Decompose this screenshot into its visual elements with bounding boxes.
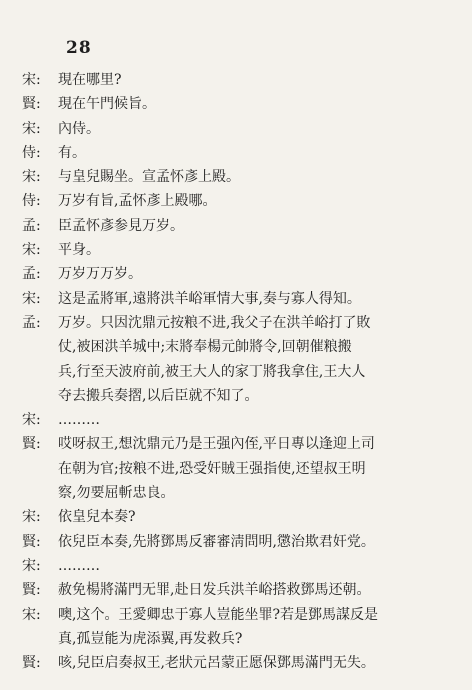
speech-text: 在朝为官;按粮不进,恐受奸賊王强指使,还望叔王明 <box>58 460 366 477</box>
speaker-label: 賢: <box>22 436 41 453</box>
dialogue-line <box>22 651 452 675</box>
speech-text: 与皇兒賜坐。宣孟怀彥上殿。 <box>58 169 240 186</box>
speaker-label: 侍: <box>22 193 41 210</box>
speaker-label: 賢: <box>22 582 41 599</box>
dialogue-line <box>22 408 452 432</box>
speech-text: 有。 <box>58 144 86 161</box>
dialogue-line <box>22 432 452 456</box>
dialogue-line <box>22 335 452 359</box>
speech-text: 万岁万万岁。 <box>58 266 142 283</box>
dialogue-line <box>22 117 452 141</box>
dialogue-line <box>22 554 452 578</box>
dialogue-line <box>22 92 452 116</box>
speech-text: ……… <box>58 412 100 429</box>
speech-text: 臣孟怀彥参見万岁。 <box>58 217 184 234</box>
speaker-label: 宋: <box>22 509 41 526</box>
dialogue-line <box>22 238 452 262</box>
speech-text: 現在午門候旨。 <box>58 96 156 113</box>
speaker-label: 孟: <box>22 314 41 331</box>
dialogue-line <box>22 530 452 554</box>
speaker-label: 宋: <box>22 72 41 88</box>
dialogue-line <box>22 214 452 238</box>
speaker-label: 孟: <box>22 217 41 234</box>
script-body <box>22 68 452 675</box>
speaker-label: 宋: <box>22 169 41 186</box>
dialogue-line <box>22 262 452 286</box>
speech-text: 依皇兒本奏? <box>58 509 136 526</box>
speech-text: 察,勿要屈斬忠良。 <box>58 485 175 502</box>
speaker-label: 宋: <box>22 120 41 137</box>
speaker-label: 賢: <box>22 655 41 672</box>
dialogue-line <box>22 481 452 505</box>
speech-text: 咳,兒臣启奏叔王,老狀元呂蒙正愿保鄧馬滿門无失。 <box>58 655 375 672</box>
dialogue-line <box>22 578 452 602</box>
speaker-label: 宋: <box>22 557 41 574</box>
speech-text: 夺去搬兵奏摺,以后臣就不知了。 <box>58 387 259 404</box>
speech-text: 噢,这个。王愛卿忠于寡人豈能坐罪?若是鄧馬謀反是 <box>58 606 378 623</box>
dialogue-line <box>22 287 452 311</box>
dialogue-line <box>22 505 452 529</box>
dialogue-line <box>22 68 452 92</box>
speech-text: 依兒臣本奏,先將鄧馬反審審淸問明,懲治欺君奸党。 <box>58 533 375 550</box>
speaker-label: 宋: <box>22 242 41 259</box>
dialogue-line <box>22 457 452 481</box>
speech-text: 这是孟將軍,遠將洪羊峪軍情大事,奏与寡人得知。 <box>58 290 361 307</box>
speech-text: 万岁。只因沈鼎元按粮不进,我父子在洪羊峪打了敗 <box>58 314 371 331</box>
page-number: 28 <box>66 38 92 58</box>
dialogue-line <box>22 627 452 651</box>
speaker-label: 賢: <box>22 96 41 113</box>
speaker-label: 宋: <box>22 606 41 623</box>
speaker-label: 宋: <box>22 290 41 307</box>
speech-text: 真,孤豈能为虎添翼,再发救兵? <box>58 630 243 647</box>
dialogue-line <box>22 141 452 165</box>
speech-text: ……… <box>58 557 100 574</box>
speech-text: 万岁有旨,孟怀彥上殿哪。 <box>58 193 217 210</box>
speech-text: 仗,被困洪羊城中;末將奉楊元帥將令,回朝催粮搬 <box>58 339 352 356</box>
speech-text: 赦免楊將滿門无罪,赴日发兵洪羊峪搭救鄧馬还朝。 <box>58 582 371 599</box>
speaker-label: 宋: <box>22 412 41 429</box>
speech-text: 現在哪里? <box>58 72 122 88</box>
dialogue-line <box>22 384 452 408</box>
dialogue-line <box>22 603 452 627</box>
speaker-label: 侍: <box>22 144 41 161</box>
speech-text: 兵,行至天波府前,被王大人的家丁將我拿住,王大人 <box>58 363 366 380</box>
dialogue-line <box>22 165 452 189</box>
speech-text: 內侍。 <box>58 120 100 137</box>
speaker-label: 賢: <box>22 533 41 550</box>
dialogue-line <box>22 360 452 384</box>
speech-text: 哎呀叔王,想沈鼎元乃是王强內侄,平日專以逢迎上司 <box>58 436 375 453</box>
dialogue-line <box>22 189 452 213</box>
speaker-label: 孟: <box>22 266 41 283</box>
dialogue-line <box>22 311 452 335</box>
speech-text: 平身。 <box>58 242 100 259</box>
